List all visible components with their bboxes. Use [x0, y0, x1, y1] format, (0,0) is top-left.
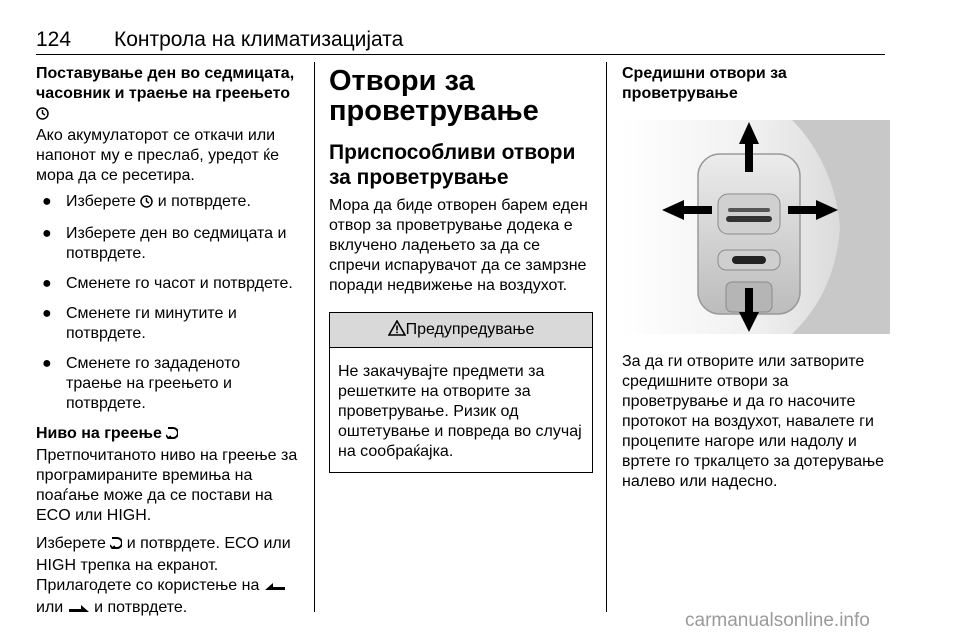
battery-reset-note: Ако акумулаторот се откачи или напонот му е преслаб, уредот ќе мора да се ресетира.: [36, 127, 279, 184]
clock-settings-heading: Поставување ден во седмицата, часовник и траење на греењето: [36, 64, 300, 126]
heat-level-description: Претпочитаното ниво на греење за програмираните времиња на поаѓање може да се постави на ECO или HIGH.: [36, 447, 298, 524]
section-subtitle: Приспособливи отвори за проветрување: [329, 141, 576, 189]
bullet-icon: ●: [42, 355, 52, 372]
column-middle: [329, 64, 593, 473]
column-divider: [314, 62, 315, 612]
center-air-vent-illustration: [622, 120, 890, 334]
page-header: [36, 28, 885, 54]
list-item: ● Изберете и потврдете.: [36, 192, 300, 214]
list-item: ● Изберете ден во седмицата и потврдете.: [42, 225, 287, 262]
bullet-icon: ●: [42, 305, 52, 322]
warning-header: [330, 313, 592, 348]
chapter-title: Контрола на климатизацијата: [114, 28, 404, 51]
heat-level-icon: [110, 536, 122, 556]
bullet-icon: ●: [42, 193, 52, 210]
column-right: [622, 64, 890, 492]
clock-icon: [140, 194, 153, 214]
heat-level-instruction: Изберете и потврдете. ECO или HIGH трепка на екранот. Прилагодете со користење на или и потврдете.: [36, 534, 300, 620]
clock-steps-list: [36, 192, 300, 414]
decrease-icon: [264, 578, 286, 598]
vents-description: Мора да биде отворен барем еден отвор за проветрување додека е вклучено ладењето за да се спречи испарувачот да се замрзне поради недвижење на воздухот.: [329, 197, 588, 294]
warning-triangle-icon: [388, 315, 406, 349]
column-left: [36, 64, 300, 620]
heat-level-icon: [166, 426, 178, 446]
section-title: Отвори за проветрување: [329, 65, 539, 127]
watermark: carmanualsonline.info: [685, 610, 870, 631]
heat-level-heading: Ниво на греење: [36, 424, 300, 446]
warning-text: Не закачувајте предмети за решетките на отворите за проветрување. Ризик од оштетување и повреда во случај на сообраќајка.: [338, 363, 582, 460]
warning-box: [329, 312, 593, 473]
bullet-icon: ●: [42, 225, 52, 242]
list-item: ● Сменете го часот и потврдете.: [42, 275, 293, 292]
list-item: ● Сменете го зададеното траење на греењето и потврдете.: [42, 355, 241, 412]
center-vents-description: За да ги отворите или затворите средишните отвори за проветрување и да го насочите протокот на воздухот, навалете ги процепите нагоре или надолу и вртете го тркалцето за дотерување налево или надесно.: [622, 353, 884, 490]
page-number: 124: [36, 28, 72, 51]
clock-icon: [36, 106, 49, 126]
list-item: ● Сменете ги минутите и потврдете.: [42, 305, 237, 342]
bullet-icon: ●: [42, 275, 52, 292]
header-rule: [36, 54, 885, 55]
warning-title: Предупредување: [405, 321, 535, 338]
column-divider: [606, 62, 607, 612]
increase-icon: [68, 600, 90, 620]
center-vents-heading: Средишни отвори за проветрување: [622, 65, 787, 102]
